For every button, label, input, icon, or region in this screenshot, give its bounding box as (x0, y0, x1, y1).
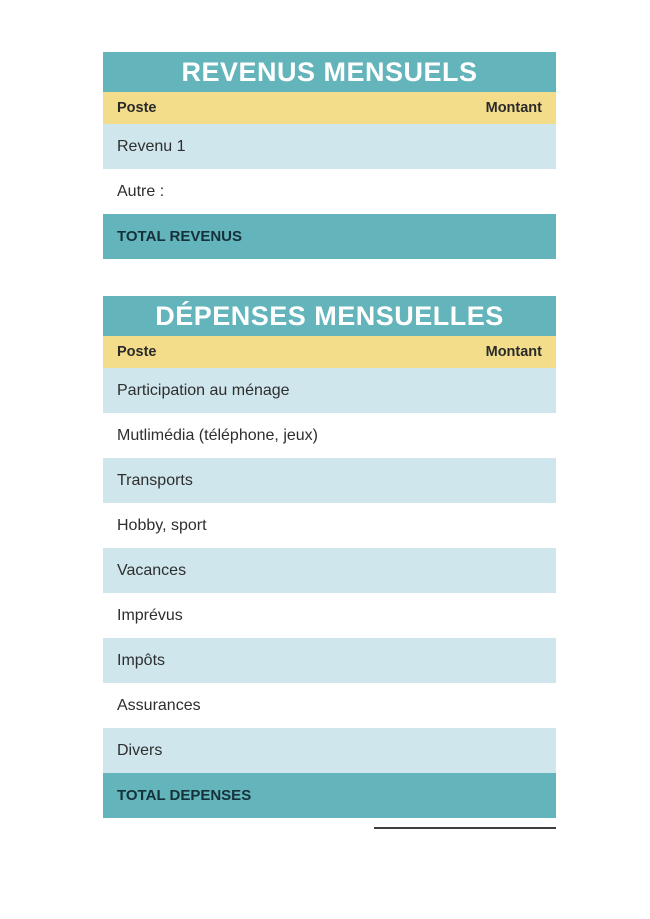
revenus-total-row (103, 214, 556, 259)
row-label: Hobby, sport (117, 516, 207, 534)
section-depenses (103, 296, 556, 818)
revenus-total-label: TOTAL REVENUS (117, 228, 243, 245)
table-row[interactable] (103, 638, 556, 683)
row-label: Vacances (117, 561, 187, 579)
row-label: Transports (117, 471, 193, 489)
budget-sheet (103, 52, 556, 818)
table-row[interactable] (103, 124, 556, 169)
table-row[interactable] (103, 503, 556, 548)
depenses-column-headers (103, 336, 556, 368)
depenses-header-poste: Poste (117, 344, 157, 360)
depenses-total-row (103, 773, 556, 818)
row-label: Participation au ménage (117, 381, 290, 399)
table-row[interactable] (103, 548, 556, 593)
section-depenses-title: DÉPENSES MENSUELLES (103, 296, 556, 336)
revenus-header-montant: Montant (485, 100, 542, 116)
revenus-column-headers (103, 92, 556, 124)
row-label: Imprévus (117, 606, 183, 624)
table-row[interactable] (103, 728, 556, 773)
row-label: Mutlimédia (téléphone, jeux) (117, 426, 318, 444)
row-label: Autre : (117, 182, 165, 200)
table-row[interactable] (103, 683, 556, 728)
total-underline (374, 827, 556, 829)
section-revenus-title: REVENUS MENSUELS (103, 52, 556, 92)
section-revenus (103, 52, 556, 259)
row-label: Divers (117, 741, 163, 759)
table-row[interactable] (103, 593, 556, 638)
row-label: Assurances (117, 696, 201, 714)
table-row[interactable] (103, 169, 556, 214)
table-row[interactable] (103, 368, 556, 413)
table-row[interactable] (103, 413, 556, 458)
table-row[interactable] (103, 458, 556, 503)
row-label: Revenu 1 (117, 137, 186, 155)
depenses-header-montant: Montant (485, 344, 542, 360)
depenses-total-label: TOTAL DEPENSES (117, 787, 252, 804)
row-label: Impôts (117, 651, 166, 669)
revenus-header-poste: Poste (117, 100, 157, 116)
section-spacer (103, 259, 556, 296)
